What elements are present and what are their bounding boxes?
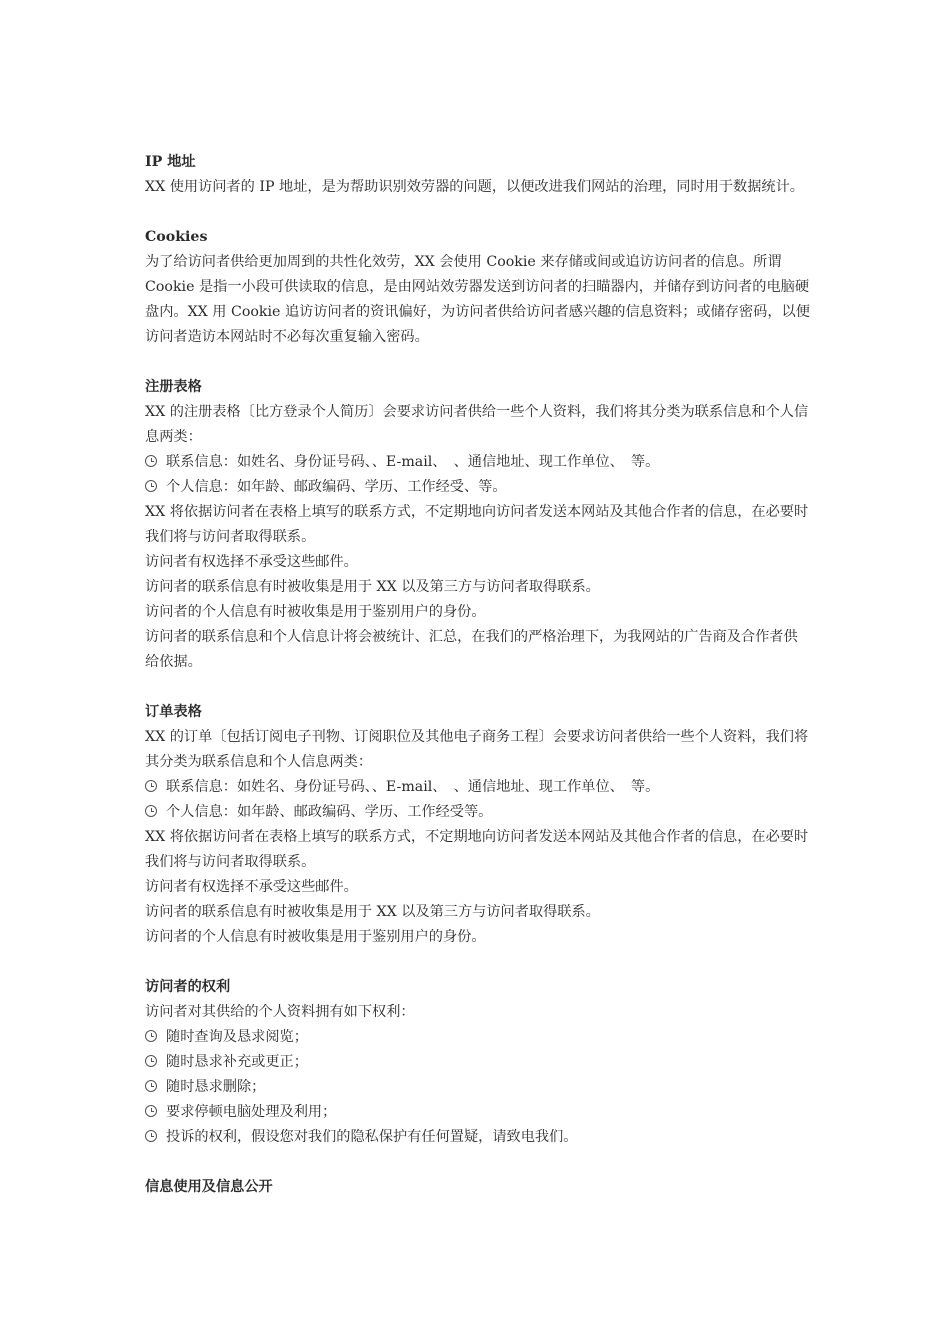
list-item (145, 475, 810, 500)
list-item-text: 联系信息：如姓名、身份证号码、、E-mail、 、通信地址、现工作单位、 等。 (166, 454, 660, 470)
list-item-text: 个人信息：如年龄、邮政编码、学历、工作经受等。 (166, 804, 493, 820)
paragraph: XX 使用访问者的 IP 地址，是为帮助识别效劳器的问题，以便改进我们网站的治理，同时用于数据统计。 (145, 179, 804, 195)
list-item-text: 随时查询及恳求阅览； (166, 1029, 308, 1045)
clock-bullet-icon (145, 1105, 157, 1117)
paragraph: 访问者的联系信息有时被收集是用于 XX 以及第三方与访问者取得联系。 (145, 904, 600, 920)
clock-bullet-icon (145, 1030, 157, 1042)
paragraph: 访问者有权选择不承受这些邮件。 (145, 554, 358, 570)
list-item (145, 1125, 810, 1150)
paragraph: 访问者有权选择不承受这些邮件。 (145, 879, 358, 895)
clock-bullet-icon (145, 805, 157, 817)
section-heading: IP 地址 (145, 154, 196, 170)
list-item (145, 450, 810, 475)
paragraph: 访问者的个人信息有时被收集是用于鉴别用户的身份。 (145, 929, 486, 945)
section-visitor-rights (145, 975, 810, 1150)
clock-bullet-icon (145, 480, 157, 492)
paragraph: 为了给访问者供给更加周到的共性化效劳，XX 会使用 Cookie 来存储或间或追访访问者的信息。所谓 Cookie 是指一小段可供读取的信息，是由网站效劳器发送到访问者的扫瞄器内，并储存到访问者的电脑硬盘内。XX 用 Cookie 追访访问者的资讯偏好，为访问者供给访问者感兴趣的信息资料；或储存密码，以便访问者造访本网站时不必每次重复输入密码。 (145, 254, 810, 345)
section-order-form (145, 700, 810, 950)
paragraph: XX 将依据访问者在表格上填写的联系方式，不定期地向访问者发送本网站及其他合作者的信息，在必要时我们将与访问者取得联系。 (145, 504, 809, 545)
section-heading: 信息使用及信息公开 (145, 1179, 273, 1195)
list-item (145, 1050, 810, 1075)
paragraph: XX 将依据访问者在表格上填写的联系方式，不定期地向访问者发送本网站及其他合作者的信息，在必要时我们将与访问者取得联系。 (145, 829, 809, 870)
list-item-text: 联系信息：如姓名、身份证号码、、E-mail、 、通信地址、现工作单位、 等。 (166, 779, 660, 795)
section-cookies (145, 225, 810, 350)
list-item (145, 1100, 810, 1125)
section-heading: Cookies (145, 229, 208, 245)
list-item-text: 投诉的权利，假设您对我们的隐私保护有任何置疑，请致电我们。 (166, 1129, 578, 1145)
clock-bullet-icon (145, 1130, 157, 1142)
document-page (145, 150, 810, 1225)
section-heading: 订单表格 (145, 704, 202, 720)
paragraph: 访问者的联系信息和个人信息计将会被统计、汇总，在我们的严格治理下，为我网站的广告商及合作者供给依据。 (145, 629, 798, 670)
section-info-usage-disclosure (145, 1175, 810, 1200)
section-registration-form (145, 375, 810, 675)
list-item (145, 775, 810, 800)
bullet-list (145, 1025, 810, 1150)
paragraph: 访问者的个人信息有时被收集是用于鉴别用户的身份。 (145, 604, 486, 620)
list-item (145, 1075, 810, 1100)
list-item (145, 1025, 810, 1050)
clock-bullet-icon (145, 1080, 157, 1092)
section-intro: XX 的订单〔包括订阅电子刊物、订阅职位及其他电子商务工程〕会要求访问者供给一些个人资料，我们将其分类为联系信息和个人信息两类： (145, 729, 809, 770)
section-heading: 访问者的权利 (145, 979, 231, 995)
list-item-text: 要求停顿电脑处理及利用； (166, 1104, 337, 1120)
section-ip-address (145, 150, 810, 200)
list-item-text: 随时恳求删除； (166, 1079, 266, 1095)
bullet-list (145, 775, 810, 825)
list-item-text: 随时恳求补充或更正； (166, 1054, 308, 1070)
clock-bullet-icon (145, 455, 157, 467)
clock-bullet-icon (145, 780, 157, 792)
bullet-list (145, 450, 810, 500)
list-item (145, 800, 810, 825)
clock-bullet-icon (145, 1055, 157, 1067)
list-item-text: 个人信息：如年龄、邮政编码、学历、工作经受、等。 (166, 479, 507, 495)
section-intro: 访问者对其供给的个人资料拥有如下权利： (145, 1004, 415, 1020)
paragraph: 访问者的联系信息有时被收集是用于 XX 以及第三方与访问者取得联系。 (145, 579, 600, 595)
section-heading: 注册表格 (145, 379, 202, 395)
section-intro: XX 的注册表格〔比方登录个人简历〕会要求访问者供给一些个人资料，我们将其分类为联系信息和个人信息两类： (145, 404, 809, 445)
